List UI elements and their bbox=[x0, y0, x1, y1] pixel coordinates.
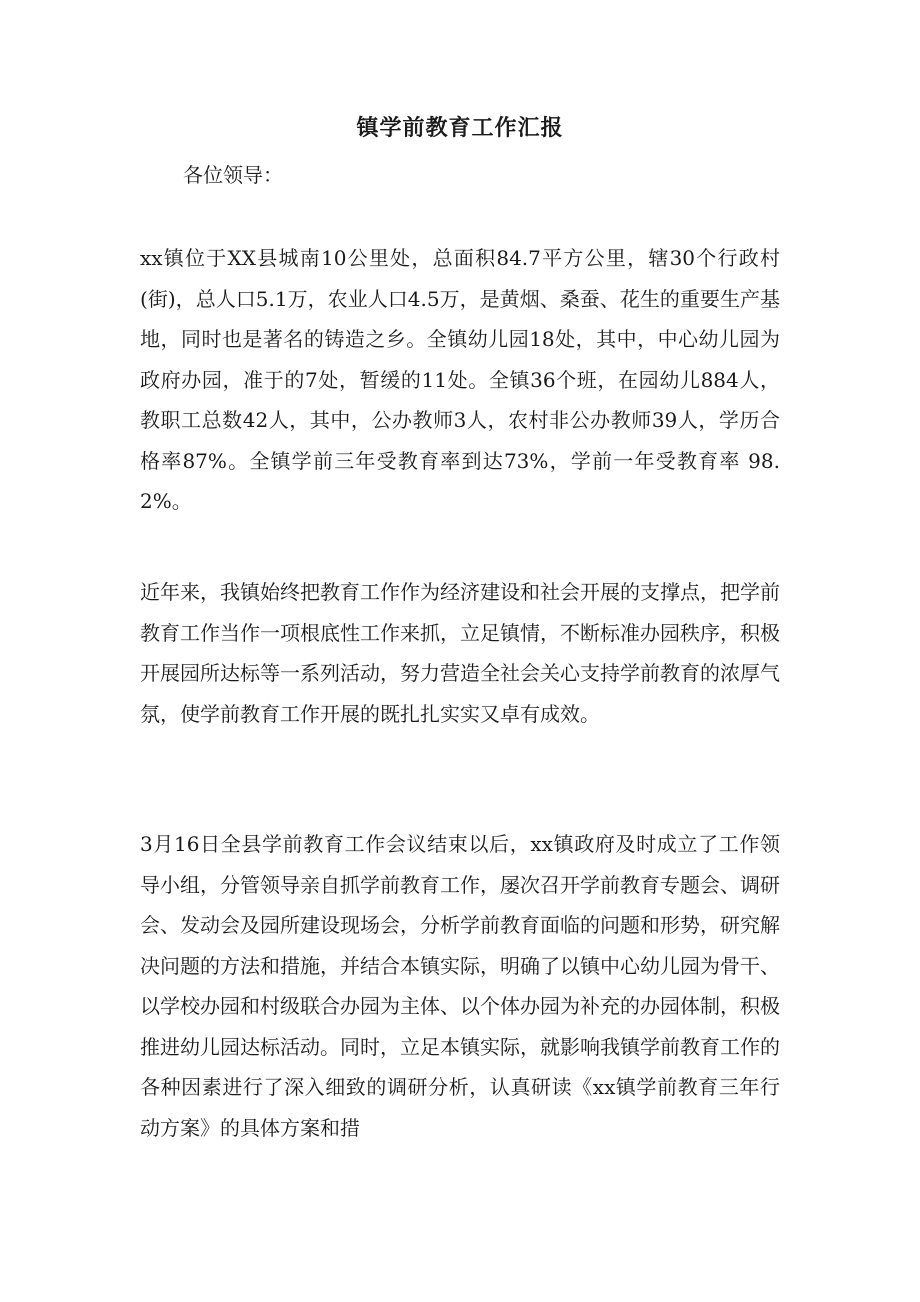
salutation: 各位领导： bbox=[183, 163, 283, 187]
paragraph-overview: xx镇位于XX县城南10公里处，总面积84.7平方公里，辖30个行政村(街)，总人口5.1万，农业人口4.5万，是黄烟、桑蚕、花生的重要生产基地，同时也是著名的铸造之乡。全镇幼儿园18处，其中，中心幼儿园为政府办园，准于的7处，暂缓的11处。全镇36个班，在园幼儿884人，教职工总数42人，其中，公办教师3人，农村非公办教师39人，学历合格率87%。全镇学前三年受教育率到达73%，学前一年受教育率 98.2%。 bbox=[140, 246, 780, 513]
document-title: 镇学前教育工作汇报 bbox=[356, 115, 564, 141]
paragraph-meeting: 3月16日全县学前教育工作会议结束以后，xx镇政府及时成立了工作领导小组，分管领导亲自抓学前教育工作，屡次召开学前教育专题会、调研会、发动会及园所建设现场会，分析学前教育面临的问题和形势，研究解决问题的方法和措施，并结合本镇实际，明确了以镇中心幼儿园为骨干、以学校办园和村级联合办园为主体、以个体办园为补充的办园体制，积极推进幼儿园达标活动。同时，立足本镇实际，就影响我镇学前教育工作的各种因素进行了深入细致的调研分析，认真研读《xx镇学前教育三年行动方案》的具体方案和措 bbox=[140, 832, 780, 1140]
paragraph-recent-years: 近年来，我镇始终把教育工作作为经济建设和社会开展的支撑点，把学前教育工作当作一项根底性工作来抓，立足镇情，不断标准办园秩序，积极开展园所达标等一系列活动，努力营造全社会关心支持学前教育的浓厚气氛，使学前教育工作开展的既扎扎实实又卓有成效。 bbox=[140, 580, 780, 726]
